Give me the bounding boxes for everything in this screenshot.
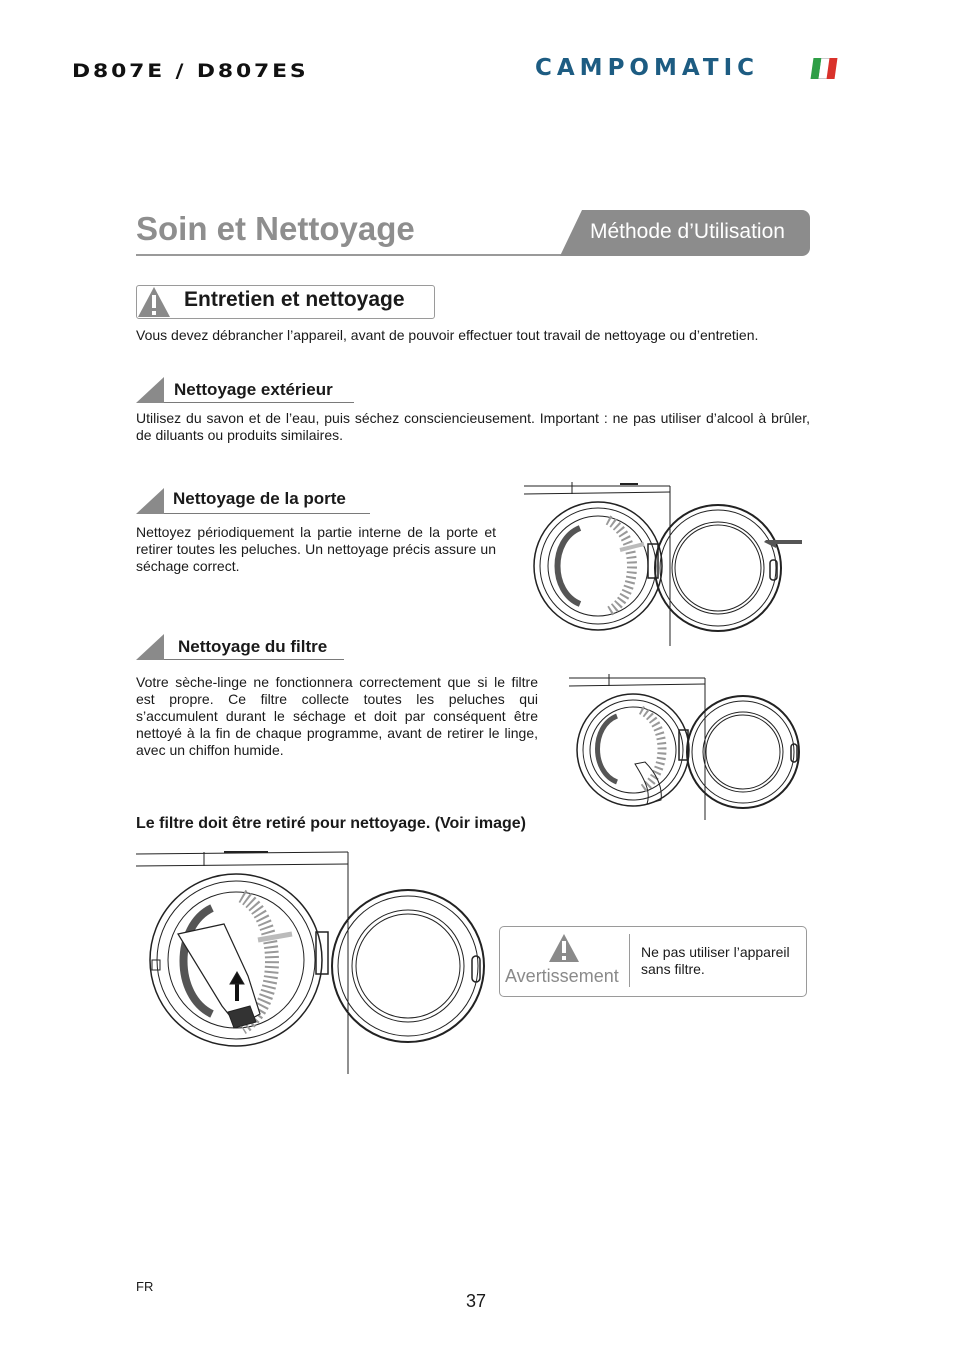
exterior-text: Utilisez du savon et de l’eau, puis séchez consciencieusement. Important : ne pas utiliser d’alcool à brûler, de diluants ou produits similaires. [136, 410, 810, 443]
filter-cleaning-illustration [565, 672, 805, 822]
warning-icon [548, 933, 580, 963]
door-text: Nettoyez périodiquement la partie interne de la porte et retirer toutes les peluches. Un nettoyage précis assure un séchage correct. [136, 524, 496, 574]
filter-text: Votre sèche-linge ne fonctionnera correctement que si le filtre est propre. Ce filtre collecte toutes les peluches qui s’accumulent durant le séchage et doit par conséquent être nettoyé à la fin de chaque programme, avant de retirer le linge, avec un chiffon humide. [136, 674, 538, 758]
model-number: D807E / D807ES [72, 60, 309, 82]
warning-icon [137, 286, 171, 318]
warning-divider [629, 934, 630, 987]
warning-label: Avertissement [505, 966, 619, 986]
filter-removal-illustration [132, 846, 492, 1076]
title-underline [136, 254, 576, 256]
page-title: Soin et Nettoyage [136, 210, 415, 247]
door-title: Nettoyage de la porte [173, 489, 346, 508]
section-tab-label: Méthode d’Utilisation [590, 220, 785, 243]
subsection-marker-icon [136, 377, 164, 403]
filter-caption: Le filtre doit être retiré pour nettoyage. (Voir image) [136, 815, 526, 832]
warning-text: Ne pas utiliser l’appareil sans filtre. [641, 944, 790, 977]
exterior-title: Nettoyage extérieur [174, 380, 333, 399]
door-cleaning-illustration [520, 480, 810, 650]
subsection-marker-icon [136, 488, 164, 514]
brand-logo: CAMPOMATIC [535, 55, 760, 81]
italian-flag-icon [811, 58, 838, 79]
door-underline [164, 513, 370, 514]
language-code: FR [136, 1279, 154, 1294]
maintenance-text: Vous devez débrancher l’appareil, avant de pouvoir effectuer tout travail de nettoyage ou d’entretien. [136, 327, 759, 343]
filter-underline [164, 659, 344, 660]
subsection-marker-icon [136, 634, 164, 660]
maintenance-title: Entretien et nettoyage [184, 288, 405, 311]
exterior-underline [164, 402, 354, 403]
page-number: 37 [466, 1291, 487, 1311]
filter-title: Nettoyage du filtre [178, 637, 328, 656]
